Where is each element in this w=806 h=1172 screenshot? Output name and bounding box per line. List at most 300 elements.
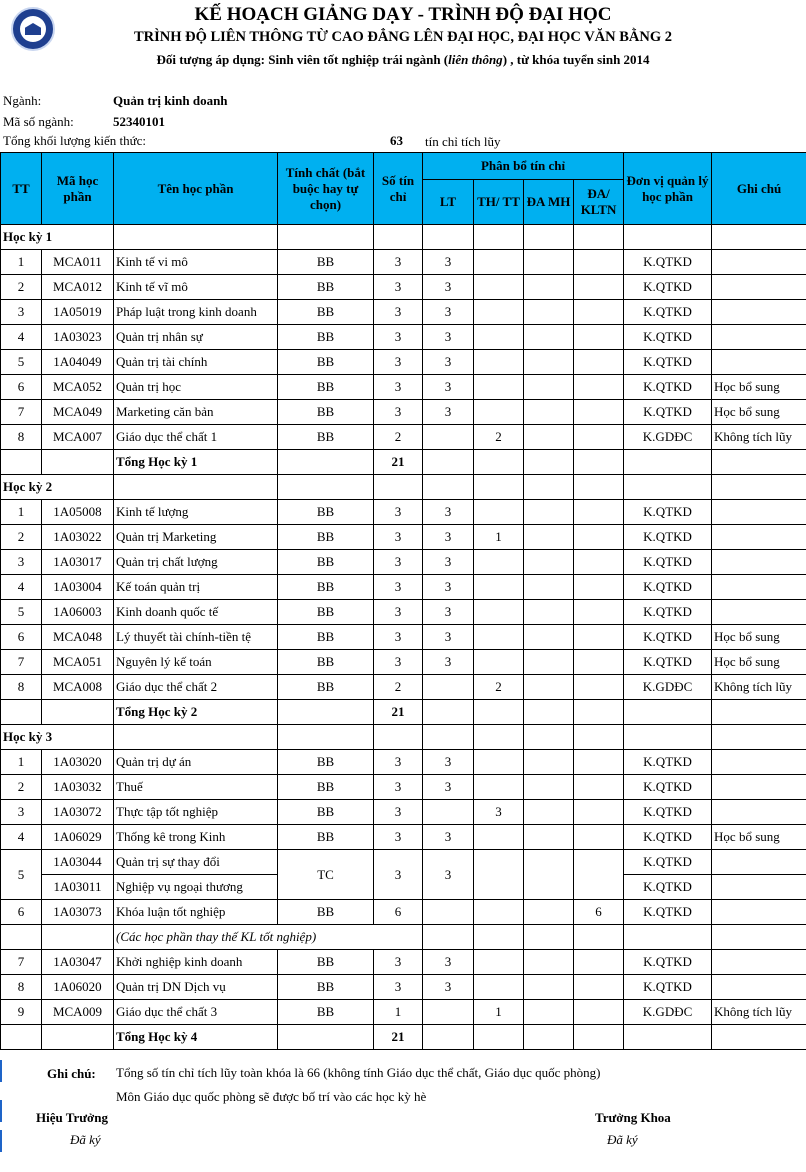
cell-kltn xyxy=(574,625,624,650)
cell-lt: 3 xyxy=(423,600,474,625)
cell-kltn: 6 xyxy=(574,900,624,925)
total-credits-unit: tín chỉ tích lũy xyxy=(425,134,501,149)
cell-unit: K.QTKD xyxy=(624,975,712,1000)
cell-lt: 3 xyxy=(423,650,474,675)
cell-code: 1A03022 xyxy=(42,525,114,550)
cell-name: Khởi nghiệp kinh doanh xyxy=(114,950,278,975)
cell-kltn xyxy=(574,525,624,550)
cell-unit: K.QTKD xyxy=(624,250,712,275)
cell-tt: 4 xyxy=(1,575,42,600)
table-row xyxy=(1,400,806,425)
cell-note xyxy=(712,775,806,800)
cell-lt: 3 xyxy=(423,625,474,650)
cell-unit: K.QTKD xyxy=(624,550,712,575)
cell-note xyxy=(712,900,806,925)
cell-unit: K.QTKD xyxy=(624,400,712,425)
empty-cell xyxy=(1,1025,42,1050)
cell-th xyxy=(474,550,524,575)
table-row xyxy=(1,825,806,850)
cell-unit: K.QTKD xyxy=(624,825,712,850)
cell-th xyxy=(474,625,524,650)
cell-nature: BB xyxy=(278,250,374,275)
cell-name: Quản trị chất lượng xyxy=(114,550,278,575)
cell-lt: 3 xyxy=(423,850,474,900)
cell-name: Giáo dục thể chất 1 xyxy=(114,425,278,450)
cell-note xyxy=(712,300,806,325)
cell-nature: BB xyxy=(278,350,374,375)
cell-kltn xyxy=(574,375,624,400)
cell-note xyxy=(712,525,806,550)
cell-th xyxy=(474,375,524,400)
table-row xyxy=(1,950,806,975)
table-row xyxy=(1,850,806,875)
cell-nature: BB xyxy=(278,750,374,775)
semester-total-row xyxy=(1,700,806,725)
cell-note: Không tích lũy xyxy=(712,1000,806,1025)
cell-lt: 3 xyxy=(423,975,474,1000)
cell-nature: BB xyxy=(278,950,374,975)
cell-code: 1A03004 xyxy=(42,575,114,600)
cell-nature: TC xyxy=(278,850,374,900)
cell-da xyxy=(524,325,574,350)
empty-cell xyxy=(574,700,624,725)
cell-tt: 6 xyxy=(1,900,42,925)
cell-note: Học bổ sung xyxy=(712,400,806,425)
col-header-credits: Số tín chỉ xyxy=(374,153,423,225)
cell-th xyxy=(474,950,524,975)
empty-cell xyxy=(712,225,806,250)
cell-credits: 3 xyxy=(374,750,423,775)
cell-lt: 3 xyxy=(423,575,474,600)
empty-cell xyxy=(278,725,374,750)
cell-th: 2 xyxy=(474,425,524,450)
cell-unit: K.QTKD xyxy=(624,600,712,625)
empty-cell xyxy=(1,700,42,725)
table-body xyxy=(1,225,806,1050)
major-code-info: Mã số ngành: 52340101 xyxy=(3,114,165,129)
cell-kltn xyxy=(574,975,624,1000)
empty-cell xyxy=(474,450,524,475)
cell-credits: 3 xyxy=(374,325,423,350)
cell-nature: BB xyxy=(278,300,374,325)
cell-tt: 2 xyxy=(1,525,42,550)
cell-nature: BB xyxy=(278,275,374,300)
cell-nature: BB xyxy=(278,575,374,600)
cell-unit: K.QTKD xyxy=(624,525,712,550)
table-row xyxy=(1,750,806,775)
cell-nature: BB xyxy=(278,775,374,800)
cell-credits: 3 xyxy=(374,800,423,825)
semester-title: Học kỳ 2 xyxy=(1,475,114,500)
empty-cell xyxy=(423,225,474,250)
col-header-nature: Tính chất (bắt buộc hay tự chọn) xyxy=(278,153,374,225)
cell-lt xyxy=(423,425,474,450)
table-row xyxy=(1,775,806,800)
cell-code: 1A04049 xyxy=(42,350,114,375)
col-header-kltn: ĐA/ KLTN xyxy=(574,180,624,225)
semester-header-row xyxy=(1,475,806,500)
empty-cell xyxy=(374,725,423,750)
col-header-lt: LT xyxy=(423,180,474,225)
cell-lt: 3 xyxy=(423,400,474,425)
cell-name: Thống kê trong Kinh xyxy=(114,825,278,850)
table-row xyxy=(1,650,806,675)
empty-cell xyxy=(474,225,524,250)
empty-cell xyxy=(42,450,114,475)
cell-code: 1A05008 xyxy=(42,500,114,525)
cell-note xyxy=(712,875,806,900)
cell-code: MCA048 xyxy=(42,625,114,650)
cell-kltn xyxy=(574,425,624,450)
cell-nature: BB xyxy=(278,975,374,1000)
cell-nature: BB xyxy=(278,675,374,700)
cell-da xyxy=(524,250,574,275)
cell-kltn xyxy=(574,650,624,675)
cell-da xyxy=(524,950,574,975)
semester-title: Học kỳ 3 xyxy=(1,725,114,750)
cell-th: 1 xyxy=(474,525,524,550)
cell-th xyxy=(474,500,524,525)
cell-name: Quản trị sự thay đổi xyxy=(114,850,278,875)
note-line-1: Tổng số tín chỉ tích lũy toàn khóa là 66 (không tính Giáo dục thể chất, Giáo dục quốc phòng) xyxy=(116,1065,601,1080)
cell-note xyxy=(712,750,806,775)
cell-code: MCA007 xyxy=(42,425,114,450)
cell-da xyxy=(524,650,574,675)
cell-name: Lý thuyết tài chính-tiền tệ xyxy=(114,625,278,650)
cell-tt: 5 xyxy=(1,600,42,625)
empty-cell xyxy=(474,1025,524,1050)
col-header-code: Mã học phần xyxy=(42,153,114,225)
cell-lt xyxy=(423,800,474,825)
empty-cell xyxy=(624,1025,712,1050)
cell-da xyxy=(524,300,574,325)
table-row xyxy=(1,250,806,275)
cell-nature: BB xyxy=(278,800,374,825)
cell-credits: 1 xyxy=(374,1000,423,1025)
cell-da xyxy=(524,850,574,900)
cell-note xyxy=(712,350,806,375)
cell-name: Quản trị dự án xyxy=(114,750,278,775)
cell-lt: 3 xyxy=(423,525,474,550)
cell-credits: 3 xyxy=(374,300,423,325)
cell-lt: 3 xyxy=(423,275,474,300)
cell-unit: K.QTKD xyxy=(624,950,712,975)
cell-kltn xyxy=(574,850,624,900)
cell-th: 3 xyxy=(474,800,524,825)
cell-name: Quản trị tài chính xyxy=(114,350,278,375)
cell-tt: 3 xyxy=(1,800,42,825)
left-edge-marker xyxy=(0,1100,2,1122)
empty-cell xyxy=(574,450,624,475)
table-row xyxy=(1,500,806,525)
cell-th xyxy=(474,300,524,325)
cell-th xyxy=(474,250,524,275)
empty-cell xyxy=(624,925,712,950)
cell-tt: 7 xyxy=(1,400,42,425)
table-row xyxy=(1,275,806,300)
cell-name: Thuế xyxy=(114,775,278,800)
cell-name: Giáo dục thể chất 3 xyxy=(114,1000,278,1025)
empty-cell xyxy=(278,450,374,475)
cell-name: Kinh tế lượng xyxy=(114,500,278,525)
replacement-note-row xyxy=(1,925,806,950)
cell-credits: 3 xyxy=(374,275,423,300)
cell-kltn xyxy=(574,500,624,525)
cell-lt: 3 xyxy=(423,750,474,775)
empty-cell xyxy=(114,225,278,250)
empty-cell xyxy=(574,225,624,250)
left-edge-marker xyxy=(0,1130,2,1152)
cell-da xyxy=(524,800,574,825)
empty-cell xyxy=(423,450,474,475)
cell-credits: 3 xyxy=(374,625,423,650)
cell-unit: K.QTKD xyxy=(624,650,712,675)
table-row xyxy=(1,575,806,600)
empty-cell xyxy=(624,450,712,475)
audience-line: Đối tượng áp dụng: Sinh viên tốt nghiệp trái ngành (liên thông) , từ khóa tuyển sinh 2014 xyxy=(156,52,650,67)
cell-tt: 2 xyxy=(1,275,42,300)
cell-name: Quản trị DN Dịch vụ xyxy=(114,975,278,1000)
cell-th xyxy=(474,975,524,1000)
table-row xyxy=(1,300,806,325)
cell-code: MCA009 xyxy=(42,1000,114,1025)
table-row xyxy=(1,900,806,925)
cell-tt: 7 xyxy=(1,650,42,675)
cell-name: Kinh tế vi mô xyxy=(114,250,278,275)
cell-code: MCA008 xyxy=(42,675,114,700)
semester-total-credits: 21 xyxy=(374,1025,423,1050)
cell-name: Nguyên lý kế toán xyxy=(114,650,278,675)
empty-cell xyxy=(114,475,278,500)
empty-cell xyxy=(524,475,574,500)
semester-total-credits: 21 xyxy=(374,450,423,475)
cell-code: 1A06020 xyxy=(42,975,114,1000)
table-row xyxy=(1,975,806,1000)
cell-nature: BB xyxy=(278,525,374,550)
cell-da xyxy=(524,600,574,625)
cell-code: 1A03023 xyxy=(42,325,114,350)
cell-tt: 4 xyxy=(1,825,42,850)
semester-total-label: Tổng Học kỳ 1 xyxy=(114,450,278,475)
cell-unit: K.QTKD xyxy=(624,775,712,800)
note-line-2: Môn Giáo dục quốc phòng sẽ được bố trí vào các học kỳ hè xyxy=(116,1089,427,1104)
cell-credits: 3 xyxy=(374,825,423,850)
cell-code: MCA049 xyxy=(42,400,114,425)
cell-nature: BB xyxy=(278,825,374,850)
cell-code: 1A06003 xyxy=(42,600,114,625)
cell-lt xyxy=(423,675,474,700)
table-row xyxy=(1,800,806,825)
cell-tt: 8 xyxy=(1,675,42,700)
semester-header-row xyxy=(1,225,806,250)
cell-tt: 8 xyxy=(1,975,42,1000)
cell-note xyxy=(712,250,806,275)
empty-cell xyxy=(423,725,474,750)
cell-code: MCA051 xyxy=(42,650,114,675)
cell-lt: 3 xyxy=(423,350,474,375)
cell-name: Kinh doanh quốc tế xyxy=(114,600,278,625)
cell-note xyxy=(712,975,806,1000)
semester-total-row xyxy=(1,1025,806,1050)
cell-da xyxy=(524,400,574,425)
cell-th: 2 xyxy=(474,675,524,700)
cell-kltn xyxy=(574,600,624,625)
cell-th xyxy=(474,350,524,375)
cell-nature: BB xyxy=(278,375,374,400)
cell-note xyxy=(712,950,806,975)
empty-cell xyxy=(1,925,42,950)
empty-cell xyxy=(278,475,374,500)
cell-unit: K.QTKD xyxy=(624,575,712,600)
cell-kltn xyxy=(574,950,624,975)
cell-nature: BB xyxy=(278,550,374,575)
cell-da xyxy=(524,775,574,800)
cell-da xyxy=(524,750,574,775)
cell-da xyxy=(524,525,574,550)
cell-kltn xyxy=(574,250,624,275)
empty-cell xyxy=(474,475,524,500)
cell-kltn xyxy=(574,550,624,575)
cell-th xyxy=(474,275,524,300)
table-row xyxy=(1,625,806,650)
semester-total-row xyxy=(1,450,806,475)
cell-nature: BB xyxy=(278,325,374,350)
col-header-note: Ghi chú xyxy=(712,153,806,225)
empty-cell xyxy=(278,1025,374,1050)
cell-lt: 3 xyxy=(423,250,474,275)
empty-cell xyxy=(1,450,42,475)
empty-cell xyxy=(278,225,374,250)
table-row xyxy=(1,1000,806,1025)
cell-da xyxy=(524,350,574,375)
empty-cell xyxy=(574,725,624,750)
cell-lt: 3 xyxy=(423,375,474,400)
cell-note xyxy=(712,550,806,575)
empty-cell xyxy=(524,450,574,475)
cell-credits: 3 xyxy=(374,575,423,600)
empty-cell xyxy=(712,725,806,750)
empty-cell xyxy=(524,725,574,750)
cell-name: Nghiệp vụ ngoại thương xyxy=(114,875,278,900)
cell-lt: 3 xyxy=(423,950,474,975)
empty-cell xyxy=(712,700,806,725)
cell-credits: 2 xyxy=(374,675,423,700)
principal-title: Hiệu Trưởng xyxy=(36,1110,108,1125)
cell-kltn xyxy=(574,300,624,325)
cell-unit: K.QTKD xyxy=(624,625,712,650)
cell-credits: 3 xyxy=(374,850,423,900)
cell-code: MCA012 xyxy=(42,275,114,300)
cell-nature: BB xyxy=(278,400,374,425)
empty-cell xyxy=(474,925,524,950)
empty-cell xyxy=(474,725,524,750)
page-subtitle: TRÌNH ĐỘ LIÊN THÔNG TỪ CAO ĐẲNG LÊN ĐẠI HỌC, ĐẠI HỌC VĂN BẰNG 2 xyxy=(133,29,673,45)
cell-da xyxy=(524,900,574,925)
cell-nature: BB xyxy=(278,600,374,625)
cell-unit: K.QTKD xyxy=(624,850,712,875)
empty-cell xyxy=(574,475,624,500)
page-title: KẾ HOẠCH GIẢNG DẠY - TRÌNH ĐỘ ĐẠI HỌC xyxy=(194,4,612,25)
empty-cell xyxy=(712,450,806,475)
empty-cell xyxy=(524,225,574,250)
table-row xyxy=(1,600,806,625)
cell-nature: BB xyxy=(278,650,374,675)
empty-cell xyxy=(278,700,374,725)
cell-note: Không tích lũy xyxy=(712,425,806,450)
cell-code: 1A05019 xyxy=(42,300,114,325)
cell-unit: K.GDĐC xyxy=(624,1000,712,1025)
cell-unit: K.QTKD xyxy=(624,800,712,825)
cell-kltn xyxy=(574,325,624,350)
empty-cell xyxy=(712,1025,806,1050)
cell-code: 1A03047 xyxy=(42,950,114,975)
cell-note xyxy=(712,500,806,525)
cell-unit: K.QTKD xyxy=(624,900,712,925)
cell-lt xyxy=(423,900,474,925)
cell-kltn xyxy=(574,1000,624,1025)
cell-code: MCA011 xyxy=(42,250,114,275)
semester-total-credits: 21 xyxy=(374,700,423,725)
cell-note: Học bổ sung xyxy=(712,650,806,675)
cell-lt: 3 xyxy=(423,300,474,325)
cell-credits: 3 xyxy=(374,775,423,800)
cell-unit: K.GDĐC xyxy=(624,675,712,700)
major-info: Ngành: Quản trị kinh doanh xyxy=(3,93,228,108)
empty-cell xyxy=(624,725,712,750)
cell-kltn xyxy=(574,400,624,425)
cell-da xyxy=(524,1000,574,1025)
cell-code: 1A06029 xyxy=(42,825,114,850)
cell-kltn xyxy=(574,275,624,300)
cell-th xyxy=(474,325,524,350)
cell-da xyxy=(524,625,574,650)
cell-th xyxy=(474,600,524,625)
cell-credits: 3 xyxy=(374,550,423,575)
cell-kltn xyxy=(574,675,624,700)
cell-tt: 5 xyxy=(1,850,42,900)
semester-total-label: Tổng Học kỳ 4 xyxy=(114,1025,278,1050)
left-edge-marker xyxy=(0,1060,2,1082)
cell-code: 1A03072 xyxy=(42,800,114,825)
cell-lt: 3 xyxy=(423,825,474,850)
cell-da xyxy=(524,575,574,600)
cell-tt: 3 xyxy=(1,550,42,575)
cell-tt: 1 xyxy=(1,500,42,525)
cell-da xyxy=(524,825,574,850)
cell-credits: 3 xyxy=(374,500,423,525)
cell-note: Không tích lũy xyxy=(712,675,806,700)
cell-lt: 3 xyxy=(423,325,474,350)
cell-da xyxy=(524,425,574,450)
cell-tt: 3 xyxy=(1,300,42,325)
empty-cell xyxy=(624,225,712,250)
empty-cell xyxy=(524,1025,574,1050)
cell-kltn xyxy=(574,825,624,850)
cell-tt: 5 xyxy=(1,350,42,375)
cell-kltn xyxy=(574,775,624,800)
empty-cell xyxy=(423,700,474,725)
cell-note xyxy=(712,800,806,825)
empty-cell xyxy=(423,925,474,950)
cell-lt xyxy=(423,1000,474,1025)
cell-code: 1A03032 xyxy=(42,775,114,800)
cell-unit: K.QTKD xyxy=(624,375,712,400)
cell-nature: BB xyxy=(278,425,374,450)
table-row xyxy=(1,425,806,450)
cell-tt: 6 xyxy=(1,375,42,400)
cell-name: Khóa luận tốt nghiệp xyxy=(114,900,278,925)
replacement-note: (Các học phần thay thế KL tốt nghiệp) xyxy=(114,925,423,950)
